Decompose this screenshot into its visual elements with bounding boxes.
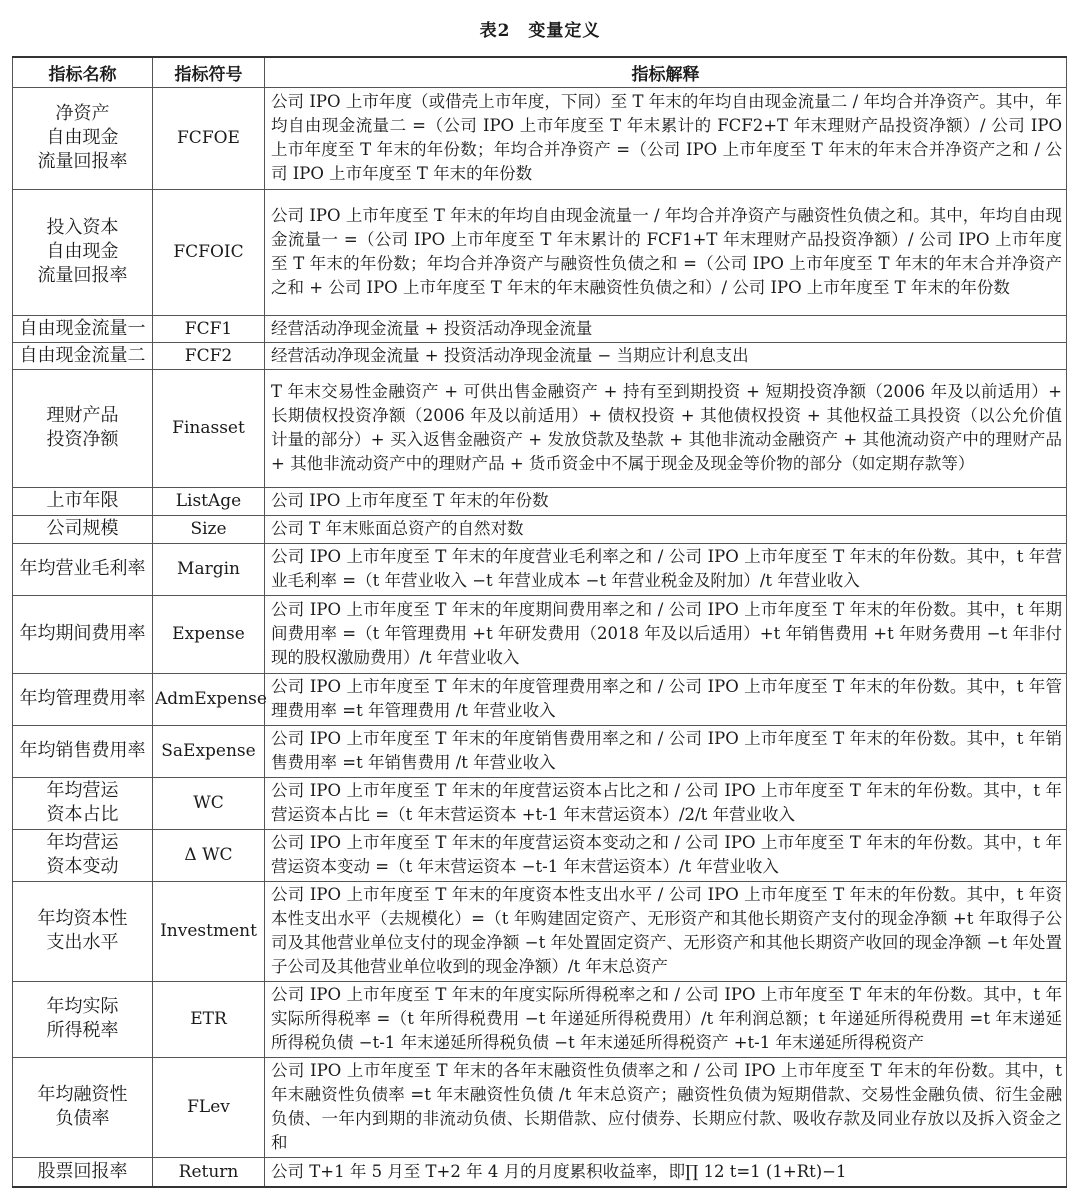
row-definition: 公司 T+1 年 5 月至 T+2 年 4 月的月度累积收益率，即∏ 12 t=1 (1+Rt)−1: [265, 1157, 1067, 1187]
row-definition: 公司 IPO 上市年度至 T 年末的年度实际所得税率之和 / 公司 IPO 上市年度至 T 年末的年份数。其中，t 年实际所得税率 =（t 年所得税费用 −t 年递延所得税费用）/t 年利润总额；t 年递延所得税费用 =t 年末递延所得税负债 −t-1 年末递延所得税负债 −t 年末递延所得税资产 +t-1 年末递延所得税资产: [265, 981, 1067, 1057]
row-name: 自由现金流量二: [13, 342, 153, 369]
row-definition: T 年末交易性金融资产 + 可供出售金融资产 + 持有至到期投资 + 短期投资净额（2006 年及以前适用）+ 长期债权投资净额（2006 年及以前适用）+ 债权投资 + 其他债权投资 + 其他权益工具投资（以公允价值计量的部分）+ 买入返售金融资产 + 发放贷款及垫款 + 其他非流动金融资产 + 其他流动资产中的理财产品 + 其他非流动资产中的理财产品 + 货币资金中不属于现金及现金等价物的部分（如定期存款等）: [265, 369, 1067, 487]
table-row: [13, 487, 1067, 515]
row-symbol: FCFOE: [153, 87, 265, 189]
row-name: 年均营业毛利率: [13, 543, 153, 595]
row-definition: 公司 IPO 上市年度至 T 年末的年度营运资本占比之和 / 公司 IPO 上市年度至 T 年末的年份数。其中，t 年营运资本占比 =（t 年末营运资本 +t-1 年末营运资本）/2/t 年营业收入: [265, 777, 1067, 829]
row-name: 理财产品 投资净额: [13, 369, 153, 487]
row-name: 自由现金流量一: [13, 315, 153, 342]
table-header-row: [13, 57, 1067, 87]
row-symbol: Investment: [153, 881, 265, 981]
row-symbol: FLev: [153, 1057, 265, 1157]
row-name: 年均实际 所得税率: [13, 981, 153, 1057]
row-name: 投入资本 自由现金 流量回报率: [13, 189, 153, 315]
row-symbol: ETR: [153, 981, 265, 1057]
row-symbol: ListAge: [153, 487, 265, 515]
row-symbol: WC: [153, 777, 265, 829]
row-name: 年均融资性 负债率: [13, 1057, 153, 1157]
table-row: [13, 725, 1067, 777]
row-symbol: Δ WC: [153, 829, 265, 881]
header-indicator-symbol: 指标符号: [153, 57, 265, 87]
row-name: 公司规模: [13, 515, 153, 543]
table-row: [13, 777, 1067, 829]
table-row: [13, 1157, 1067, 1187]
table-row: [13, 342, 1067, 369]
row-symbol: FCFOIC: [153, 189, 265, 315]
row-name: 年均销售费用率: [13, 725, 153, 777]
row-name: 年均资本性 支出水平: [13, 881, 153, 981]
row-symbol: FCF2: [153, 342, 265, 369]
row-symbol: SaExpense: [153, 725, 265, 777]
row-name: 股票回报率: [13, 1157, 153, 1187]
row-definition: 公司 IPO 上市年度至 T 年末的年度期间费用率之和 / 公司 IPO 上市年度至 T 年末的年份数。其中，t 年期间费用率 =（t 年管理费用 +t 年研发费用（2018 年及以后适用）+t 年销售费用 +t 年财务费用 −t 年非付现的股权激励费用）/t 年营业收入: [265, 595, 1067, 673]
row-definition: 公司 IPO 上市年度至 T 年末的年份数: [265, 487, 1067, 515]
row-symbol: Margin: [153, 543, 265, 595]
row-name: 年均管理费用率: [13, 673, 153, 725]
table-row: [13, 881, 1067, 981]
row-symbol: Return: [153, 1157, 265, 1187]
row-definition: 公司 IPO 上市年度至 T 年末的年度销售费用率之和 / 公司 IPO 上市年度至 T 年末的年份数。其中，t 年销售费用率 =t 年销售费用 /t 年营业收入: [265, 725, 1067, 777]
row-name: 净资产 自由现金 流量回报率: [13, 87, 153, 189]
table-row: [13, 369, 1067, 487]
table-row: [13, 1057, 1067, 1157]
table-caption: 表2 变量定义: [479, 21, 601, 41]
row-definition: 公司 T 年末账面总资产的自然对数: [265, 515, 1067, 543]
row-symbol: Finasset: [153, 369, 265, 487]
table-row: [13, 315, 1067, 342]
table-row: [13, 673, 1067, 725]
row-symbol: Expense: [153, 595, 265, 673]
row-definition: 公司 IPO 上市年度至 T 年末的年均自由现金流量一 / 年均合并净资产与融资性负债之和。其中，年均自由现金流量一 =（公司 IPO 上市年度至 T 年末累计的 FCF1+T 年末理财产品投资净额）/ 公司 IPO 上市年度至 T 年末的年份数；年均合并净资产与融资性负债之和 =（公司 IPO 上市年度至 T 年末的年末合并净资产之和 + 公司 IPO 上市年度至 T 年末的年末融资性负债之和）/ 公司 IPO 上市年度至 T 年末的年份数: [265, 189, 1067, 315]
variable-definition-table: [12, 56, 1067, 1188]
table-row: [13, 829, 1067, 881]
row-name: 年均营运 资本占比: [13, 777, 153, 829]
row-definition: 公司 IPO 上市年度至 T 年末的各年末融资性负债率之和 / 公司 IPO 上市年度至 T 年末的年份数。其中，t 年末融资性负债率 =t 年末融资性负债 /t 年末总资产；融资性负债为短期借款、交易性金融负债、衍生金融负债、一年内到期的非流动负债、长期借款、应付债券、长期应付款、吸收存款及同业存放以及拆入资金之和: [265, 1057, 1067, 1157]
row-definition: 公司 IPO 上市年度至 T 年末的年度营业毛利率之和 / 公司 IPO 上市年度至 T 年末的年份数。其中，t 年营业毛利率 =（t 年营业收入 −t 年营业成本 −t 年营业税金及附加）/t 年营业收入: [265, 543, 1067, 595]
table-row: [13, 595, 1067, 673]
row-symbol: Size: [153, 515, 265, 543]
header-indicator-name: 指标名称: [13, 57, 153, 87]
row-definition: 经营活动净现金流量 + 投资活动净现金流量: [265, 315, 1067, 342]
row-definition: 公司 IPO 上市年度至 T 年末的年度资本性支出水平 / 公司 IPO 上市年度至 T 年末的年份数。其中，t 年资本性支出水平（去规模化）=（t 年购建固定资产、无形资产和其他长期资产支付的现金净额 +t 年取得子公司及其他营业单位支付的现金净额 −t 年处置固定资产、无形资产和其他长期资产收回的现金净额 −t 年处置子公司及其他营业单位收到的现金净额）/t 年末总资产: [265, 881, 1067, 981]
table-row: [13, 543, 1067, 595]
row-symbol: AdmExpense: [153, 673, 265, 725]
row-name: 年均期间费用率: [13, 595, 153, 673]
row-definition: 公司 IPO 上市年度至 T 年末的年度营运资本变动之和 / 公司 IPO 上市年度至 T 年末的年份数。其中，t 年营运资本变动 =（t 年末营运资本 −t-1 年末营运资本）/t 年营业收入: [265, 829, 1067, 881]
table-row: [13, 87, 1067, 189]
row-name: 年均营运 资本变动: [13, 829, 153, 881]
table-row: [13, 515, 1067, 543]
table-row: [13, 981, 1067, 1057]
header-indicator-definition: 指标解释: [265, 57, 1067, 87]
row-name: 上市年限: [13, 487, 153, 515]
table-row: [13, 189, 1067, 315]
row-definition: 经营活动净现金流量 + 投资活动净现金流量 − 当期应计利息支出: [265, 342, 1067, 369]
row-definition: 公司 IPO 上市年度（或借壳上市年度，下同）至 T 年末的年均自由现金流量二 / 年均合并净资产。其中，年均自由现金流量二 =（公司 IPO 上市年度至 T 年末累计的 FCF2+T 年末理财产品投资净额）/ 公司 IPO 上市年度至 T 年末的年份数；年均合并净资产 =（公司 IPO 上市年度至 T 年末的年末合并净资产之和 / 公司 IPO 上市年度至 T 年末的年份数: [265, 87, 1067, 189]
row-symbol: FCF1: [153, 315, 265, 342]
row-definition: 公司 IPO 上市年度至 T 年末的年度管理费用率之和 / 公司 IPO 上市年度至 T 年末的年份数。其中，t 年管理费用率 =t 年管理费用 /t 年营业收入: [265, 673, 1067, 725]
